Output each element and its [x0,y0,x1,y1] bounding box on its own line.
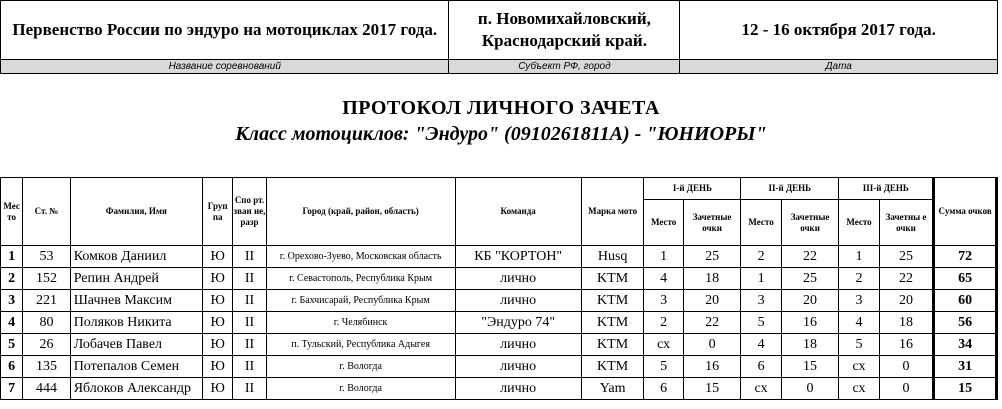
row-day1-points: 0 [683,334,741,356]
row-day3-points: 25 [879,246,934,268]
row-rank: II [233,312,266,334]
row-name: Шачнев Максим [70,290,202,312]
row-city: г. Вологда [266,356,455,378]
row-day3-place: 1 [839,246,879,268]
row-day3-place: 3 [839,290,879,312]
table-row [1,290,997,312]
row-number: 444 [23,378,70,400]
col-group: Груп па [203,178,233,246]
venue-label: Субъект РФ, город [449,60,680,74]
row-place: 6 [1,356,23,378]
row-city: г. Орехово-Зуево, Московская область [266,246,455,268]
venue: п. Новомихайловский, Краснодарский край. [449,1,680,60]
row-team: лично [455,334,581,356]
row-day2-place: 3 [741,290,781,312]
row-sum: 56 [934,312,997,334]
table-row [1,334,997,356]
row-day2-place: сх [741,378,781,400]
col-day2-place: Место [741,200,781,246]
row-day1-points: 25 [683,246,741,268]
row-team: лично [455,290,581,312]
row-day1-place: 1 [644,246,683,268]
row-day3-points: 16 [879,334,934,356]
row-team: КБ "КОРТОН" [455,246,581,268]
row-name: Яблоков Александр [70,378,202,400]
col-day3-points: Зачетны е очки [879,200,934,246]
row-day2-points: 20 [781,290,839,312]
row-day3-place: сх [839,356,879,378]
row-team: лично [455,268,581,290]
row-day2-place: 1 [741,268,781,290]
row-sum: 65 [934,268,997,290]
col-rank: Спо рт. зван ие, разр [233,178,266,246]
row-group: Ю [203,246,233,268]
col-day2-points: Зачетные очки [781,200,839,246]
row-day3-points: 18 [879,312,934,334]
row-day2-points: 16 [781,312,839,334]
row-rank: II [233,334,266,356]
row-place: 2 [1,268,23,290]
row-day1-points: 22 [683,312,741,334]
row-place: 5 [1,334,23,356]
dates: 12 - 16 октября 2017 года. [680,1,998,60]
row-sum: 15 [934,378,997,400]
row-rank: II [233,268,266,290]
row-group: Ю [203,290,233,312]
row-moto: KTM [581,290,644,312]
row-place: 7 [1,378,23,400]
row-day3-points: 22 [879,268,934,290]
row-team: лично [455,378,581,400]
row-name: Поляков Никита [70,312,202,334]
row-name: Комков Даниил [70,246,202,268]
row-day1-place: 2 [644,312,683,334]
table-row [1,356,997,378]
row-number: 53 [23,246,70,268]
col-day1: I-й ДЕНЬ [644,178,741,200]
col-team: Команда [455,178,581,246]
row-group: Ю [203,378,233,400]
row-city: г. Бахчисарай, Республика Крым [266,290,455,312]
row-moto: KTM [581,334,644,356]
row-rank: II [233,378,266,400]
table-row [1,246,997,268]
header-table [0,0,998,74]
row-city: п. Тульский, Республика Адыгея [266,334,455,356]
row-moto: Husq [581,246,644,268]
row-team: лично [455,356,581,378]
col-day2: II-й ДЕНЬ [741,178,839,200]
row-group: Ю [203,268,233,290]
row-day2-place: 6 [741,356,781,378]
row-moto: KTM [581,268,644,290]
col-day1-points: Зачетные очки [683,200,741,246]
dates-label: Дата [680,60,998,74]
row-city: г. Вологда [266,378,455,400]
row-moto: KTM [581,312,644,334]
results-table [0,177,998,400]
row-day3-points: 0 [879,378,934,400]
competition-label: Название соревнований [1,60,449,74]
row-day2-points: 22 [781,246,839,268]
row-city: г. Челябинск [266,312,455,334]
col-moto: Марка мото [581,178,644,246]
row-group: Ю [203,334,233,356]
table-row [1,378,997,400]
row-group: Ю [203,356,233,378]
col-number: Ст. № [23,178,70,246]
col-day1-place: Место [644,200,683,246]
col-city: Город (край, район, область) [266,178,455,246]
row-name: Репин Андрей [70,268,202,290]
col-name: Фамилия, Имя [70,178,202,246]
row-place: 3 [1,290,23,312]
row-sum: 72 [934,246,997,268]
row-sum: 34 [934,334,997,356]
col-place: Мес то [1,178,23,246]
table-row [1,268,997,290]
row-day1-points: 16 [683,356,741,378]
row-number: 26 [23,334,70,356]
row-number: 152 [23,268,70,290]
row-day2-points: 18 [781,334,839,356]
row-day2-points: 25 [781,268,839,290]
col-sum: Сумма очков [934,178,997,246]
row-day1-place: сх [644,334,683,356]
row-team: "Эндуро 74" [455,312,581,334]
row-rank: II [233,290,266,312]
row-day3-place: 5 [839,334,879,356]
row-day1-points: 18 [683,268,741,290]
row-day2-points: 0 [781,378,839,400]
row-day1-place: 3 [644,290,683,312]
row-number: 80 [23,312,70,334]
row-name: Лобачев Павел [70,334,202,356]
row-number: 135 [23,356,70,378]
row-day1-place: 5 [644,356,683,378]
row-day1-points: 20 [683,290,741,312]
row-day1-place: 4 [644,268,683,290]
row-group: Ю [203,312,233,334]
class-subtitle: Класс мотоциклов: "Эндуро" (0910261811А) - "ЮНИОРЫ" [235,123,767,145]
row-sum: 31 [934,356,997,378]
row-day2-place: 5 [741,312,781,334]
row-day1-place: 6 [644,378,683,400]
protocol-title: ПРОТОКОЛ ЛИЧНОГО ЗАЧЕТА [342,97,660,119]
row-day3-place: 2 [839,268,879,290]
row-moto: Yam [581,378,644,400]
row-sum: 60 [934,290,997,312]
col-day3: III-й ДЕНЬ [839,178,934,200]
col-day3-place: Место [839,200,879,246]
row-day3-points: 20 [879,290,934,312]
row-day2-place: 4 [741,334,781,356]
row-day2-place: 2 [741,246,781,268]
row-moto: KTM [581,356,644,378]
competition-name: Первенство России по эндуро на мотоциклах 2017 года. [1,1,449,60]
row-day3-place: 4 [839,312,879,334]
row-day1-points: 15 [683,378,741,400]
row-place: 4 [1,312,23,334]
row-name: Потепалов Семен [70,356,202,378]
row-number: 221 [23,290,70,312]
row-day3-place: сх [839,378,879,400]
table-row [1,312,997,334]
row-day2-points: 15 [781,356,839,378]
row-rank: II [233,246,266,268]
row-place: 1 [1,246,23,268]
row-rank: II [233,356,266,378]
row-city: г. Севастополь, Республика Крым [266,268,455,290]
row-day3-points: 0 [879,356,934,378]
